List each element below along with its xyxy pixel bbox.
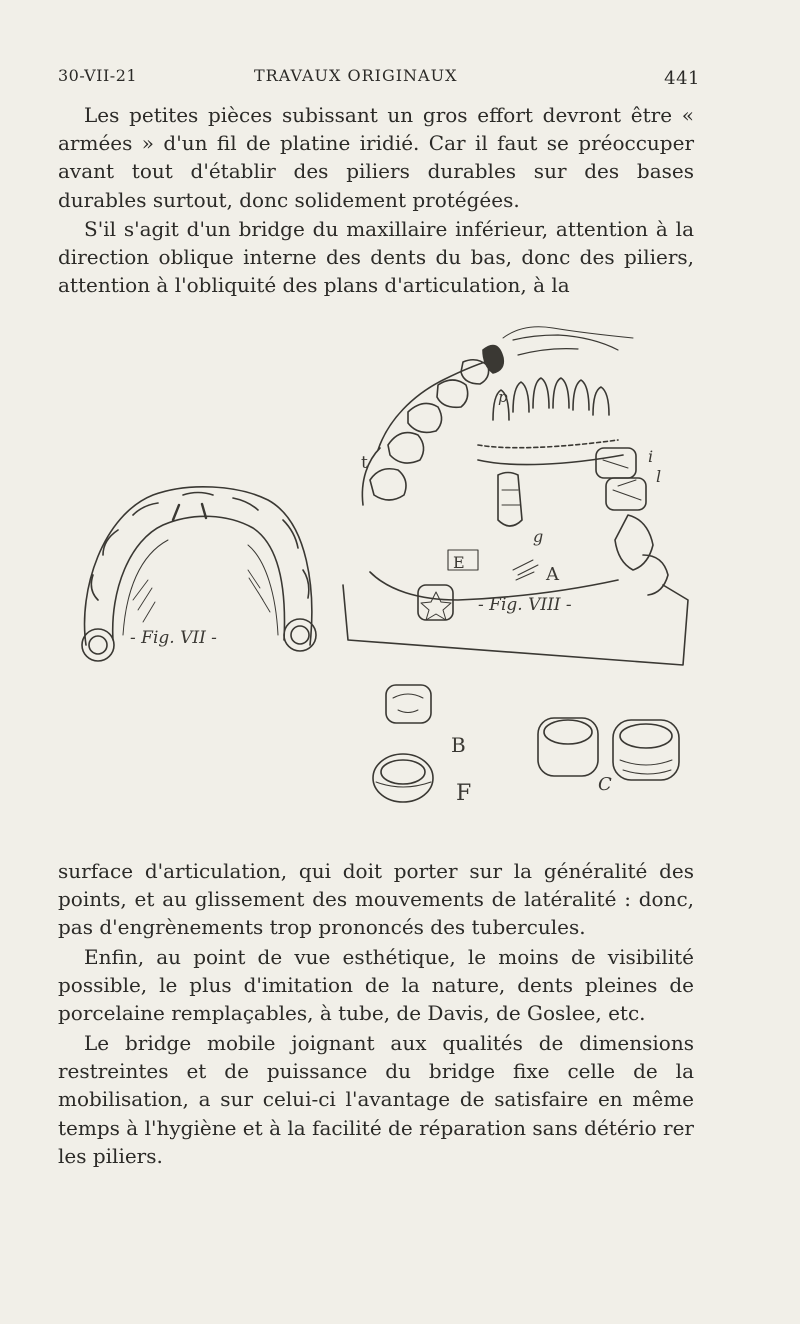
fig8-left-teeth	[370, 346, 503, 501]
letter-i: i	[648, 447, 654, 466]
letter-e: E	[453, 553, 465, 572]
page-number: 441	[664, 68, 700, 89]
dental-drawing	[58, 300, 698, 830]
fig8-label: - Fig. VIII -	[478, 595, 572, 615]
dental-illustration	[58, 300, 698, 830]
letter-b: B	[451, 733, 466, 757]
letter-c: C	[598, 774, 612, 795]
letter-t: t	[361, 453, 368, 473]
paragraph-3: surface d'articulation, qui doit porter sur la généralité des points, et au glissement des mouvements de latéralité : donc, pas d'engrènements trop prononcés des tubercules.	[58, 859, 694, 940]
fig8-post-tooth	[498, 473, 522, 527]
part-c-drawing	[538, 718, 679, 780]
letter-a: A	[546, 564, 559, 585]
fig8-front-teeth	[493, 378, 609, 420]
paragraph-4: Enfin, au point de vue esthétique, le moins de visibilité possible, le plus d'imitation de la nature, dents pleines de porcelaine remplaçables, à tube, de Davis, de Goslee, etc.	[58, 945, 694, 1026]
letter-g: g	[533, 527, 544, 546]
header-section-title: TRAVAUX ORIGINAUX	[254, 66, 458, 85]
paragraph-1: Les petites pièces subissant un gros effort devront être « armées » d'un fil de platine iridié. Car il faut se préoccuper avant tout d'établir des piliers durables sur des bases durables surtout, donc solidement protégées.	[58, 103, 694, 212]
letter-p: p	[498, 388, 508, 406]
letter-f: F	[456, 781, 472, 806]
paragraph-5: Le bridge mobile joignant aux qualités de dimensions restreintes et de puissance du bridge fixe celle de la mobilisation, a sur celui-ci l'avantage de satisfaire en même temps à l'hygiène et à la facilité de réparation sans détério rer les piliers.	[58, 1031, 694, 1168]
part-b-drawing	[373, 685, 433, 802]
paragraph-2: S'il s'agit d'un bridge du maxillaire inférieur, attention à la direction oblique interne des dents du bas, donc des piliers, attention à l'obliquité des plans d'articulation, à la	[58, 217, 694, 298]
letter-l: l	[656, 467, 662, 486]
fig8-anchor-crown	[418, 585, 453, 620]
header-date: 30-VII-21	[58, 66, 138, 85]
fig7-label: - Fig. VII -	[130, 628, 217, 648]
running-header	[58, 62, 700, 92]
